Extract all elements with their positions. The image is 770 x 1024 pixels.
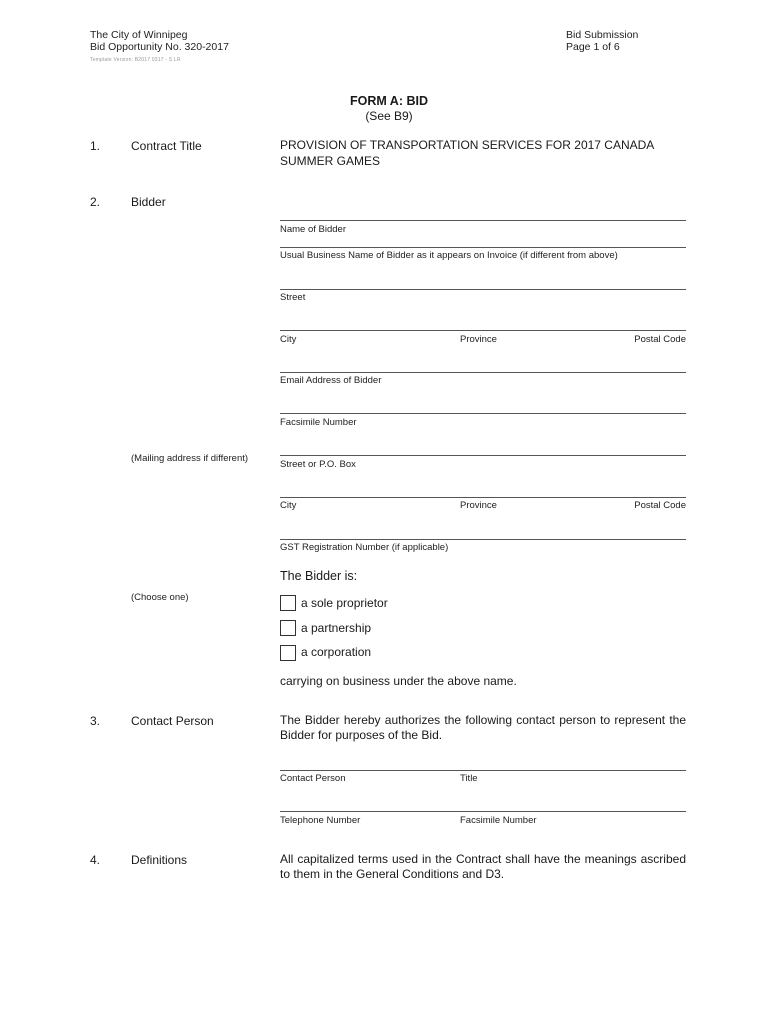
street-line[interactable] [280,289,686,290]
name-of-bidder-label: Name of Bidder [280,224,347,235]
email-line[interactable] [280,372,686,373]
mailing-city-line[interactable] [280,497,686,498]
bid-opportunity-number: Bid Opportunity No. 320-2017 [90,41,229,53]
contract-title-line-1: PROVISION OF TRANSPORTATION SERVICES FOR 2017 CANADA [280,138,655,152]
definitions-text: All capitalized terms used in the Contract shall have the meanings ascribed to them in the General Conditions and D3. [280,852,686,881]
gst-line[interactable] [280,539,686,540]
fax-label: Facsimile Number [280,417,357,428]
fax-line[interactable] [280,413,686,414]
section-4-number: 4. [90,853,101,867]
corporation-checkbox[interactable] [280,645,296,661]
telephone-fax-line[interactable] [280,811,686,812]
form-title: FORM A: BID [350,94,428,108]
business-name-label: Usual Business Name of Bidder as it appears on Invoice (if different from above) [280,250,618,261]
mailing-postal-code-label: Postal Code [634,500,686,511]
corporation-label: a corporation [301,645,372,659]
form-subtitle: (See B9) [365,109,413,123]
street-po-line[interactable] [280,455,686,456]
business-name-line[interactable] [280,247,686,248]
mailing-city-label: City [280,500,297,511]
section-3-label: Contact Person [131,714,214,728]
contract-title-line-2: SUMMER GAMES [280,154,381,168]
partnership-label: a partnership [301,621,372,635]
bidder-type-heading: The Bidder is: [280,569,358,583]
telephone-label: Telephone Number [280,815,361,826]
city-province-postal-line[interactable] [280,330,686,331]
name-of-bidder-line[interactable] [280,220,686,221]
sole-proprietor-label: a sole proprietor [301,596,388,610]
city-label: City [280,334,297,345]
mailing-address-note: (Mailing address if different) [131,453,249,464]
contact-person-label: Contact Person [280,773,346,784]
template-version: Template Version: B2017 0317 - S LR [90,57,181,63]
province-label: Province [460,334,497,345]
contact-title-label: Title [460,773,478,784]
section-2-label: Bidder [131,195,166,209]
email-label: Email Address of Bidder [280,375,382,386]
city-name: The City of Winnipeg [90,29,188,41]
partnership-checkbox[interactable] [280,620,296,636]
mailing-province-label: Province [460,500,497,511]
postal-code-label: Postal Code [634,334,686,345]
gst-label: GST Registration Number (if applicable) [280,542,449,553]
section-3-number: 3. [90,714,101,728]
section-1-label: Contract Title [131,139,202,153]
choose-one-note: (Choose one) [131,592,189,603]
page-number: Page 1 of 6 [566,41,620,53]
contact-person-line[interactable] [280,770,686,771]
carrying-on-business-text: carrying on business under the above name. [280,674,517,688]
section-4-label: Definitions [131,853,188,867]
doc-type: Bid Submission [566,29,639,41]
sole-proprietor-checkbox[interactable] [280,595,296,611]
contact-fax-label: Facsimile Number [460,815,537,826]
street-po-label: Street or P.O. Box [280,459,356,470]
contact-person-text: The Bidder hereby authorizes the following contact person to represent the Bidder for purposes of the Bid. [280,713,686,742]
section-1-number: 1. [90,139,101,153]
section-2-number: 2. [90,195,101,209]
street-label: Street [280,292,306,303]
